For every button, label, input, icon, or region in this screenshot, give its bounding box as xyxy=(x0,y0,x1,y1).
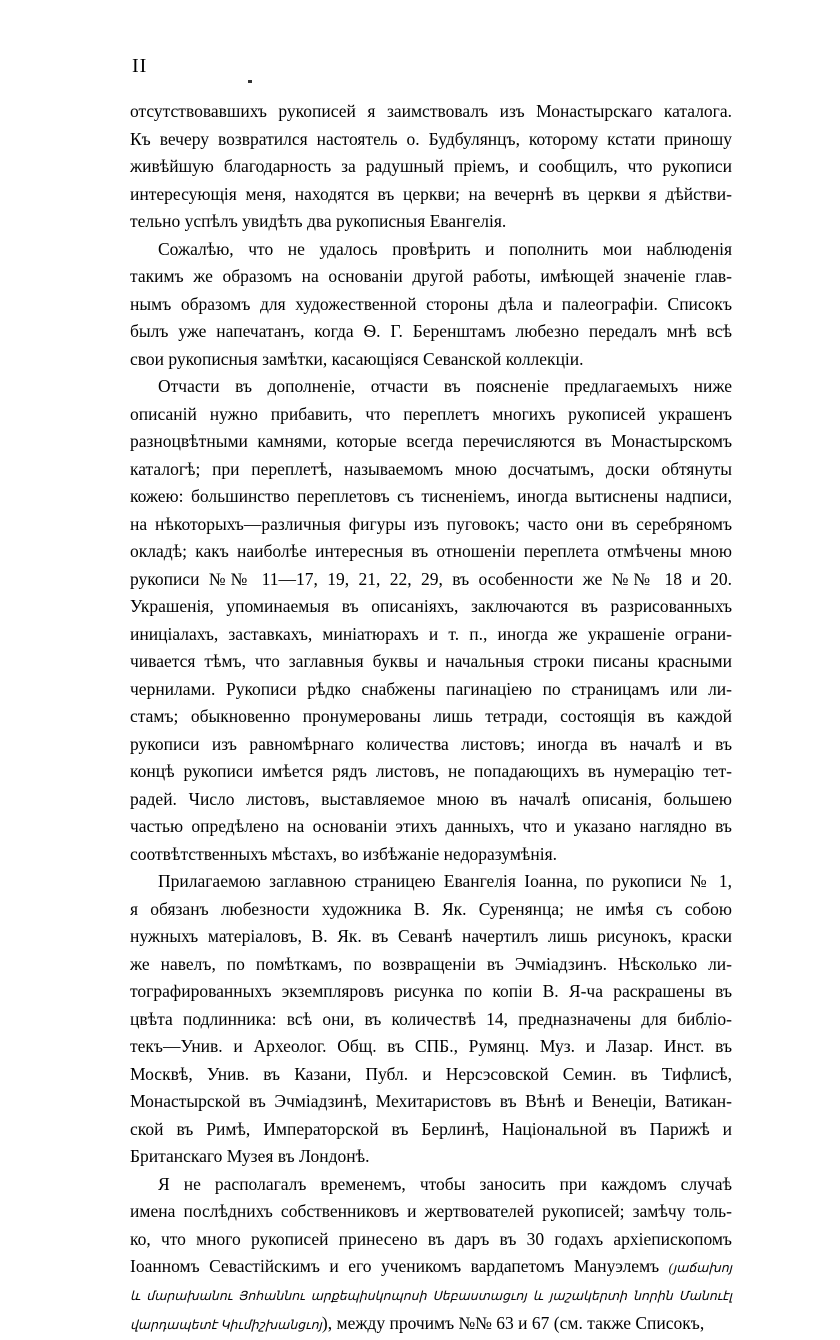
text-line: ской въ Римѣ, Императорской въ Берлинѣ, Національной въ Парижѣ и xyxy=(130,1118,732,1139)
text-line: Отчасти въ дополненіе, отчасти въ поясненіе предлагаемыхъ ниже xyxy=(158,376,732,396)
body-text xyxy=(130,98,732,1340)
text-line-with-armenian xyxy=(130,1253,732,1283)
text-line: Москвѣ, Унив. въ Казани, Публ. и Нерсэсовской Семин. въ Тифлисѣ, xyxy=(130,1063,732,1084)
text-line: Сожалѣю, что не удалось провѣрить и пополнить мои наблюденія xyxy=(158,238,732,259)
text-line: Монастырской въ Эчміадзинѣ, Мехитаристовъ въ Вѣнѣ и Венеціи, Ватикан- xyxy=(130,1091,732,1111)
text-line: цвѣта подлинника: всѣ они, въ количествѣ 14, предназначены для библіо- xyxy=(130,1008,732,1029)
text-line: Британскаго Музея въ Лондонѣ. xyxy=(130,1146,370,1166)
text-line-with-armenian xyxy=(130,1310,732,1340)
page-number: II xyxy=(132,55,148,77)
text-line: интересующія меня, находятся въ церкви; на вечернѣ въ церкви я дѣйстви- xyxy=(130,183,732,204)
text-segment: ), между прочимъ №№ 63 и 67 (см. также Списокъ, xyxy=(321,1313,705,1333)
text-line: иницiалахъ, заставкахъ, миніатюрахъ и т. п., иногда же украшеніе ограни- xyxy=(130,623,732,644)
text-line: такимъ же образомъ на основаніи другой работы, имѣющей значеніе глав- xyxy=(130,266,732,286)
text-line: тельно успѣлъ увидѣть два рукописныя Евангелія. xyxy=(130,211,507,231)
text-line: нужныхъ матеріаловъ, В. Як. въ Севанѣ начертилъ лишь рисунокъ, краски xyxy=(130,926,732,946)
text-line: былъ уже напечатанъ, когда Ѳ. Г. Беренштамъ любезно передалъ мнѣ всѣ xyxy=(130,321,732,341)
armenian-quote: վարդապետէ Կիւմիշխանցւոյ xyxy=(130,1318,322,1332)
text-line: кожею: большинство переплетовъ съ тисненіемъ, иногда вытиснены надписи, xyxy=(130,486,732,506)
ink-speck xyxy=(248,80,252,83)
text-line: чернилами. Рукописи рѣдко снабжены пагинаціею по страницамъ или ли- xyxy=(130,678,732,699)
text-line: радей. Число листовъ, выставляемое мною въ началѣ описанія, большею xyxy=(130,788,732,809)
paragraph-4 xyxy=(130,868,732,1171)
text-line: Прилагаемою заглавною страницею Евангелія Іоанна, по рукописи № 1, xyxy=(158,871,732,891)
text-line: чивается тѣмъ, что заглавныя буквы и начальныя строки писаны красными xyxy=(130,651,732,671)
paragraph-3 xyxy=(130,373,732,868)
text-line: тографированныхъ экземпляровъ рисунка по копіи В. Я-ча раскрашены въ xyxy=(130,981,732,1001)
paragraph-5 xyxy=(130,1171,732,1340)
text-line: частью опредѣлено на основаніи этихъ данныхъ, что и указано наглядно въ xyxy=(130,816,732,836)
text-line: я обязанъ любезности художника В. Як. Суренянца; не имѣя съ собою xyxy=(130,898,732,919)
text-line: соотвѣтственныхъ мѣстахъ, во избѣжаніе недоразумѣнія. xyxy=(130,843,558,864)
text-line: рукописи изъ равномѣрнаго количества листовъ; иногда въ началѣ и въ xyxy=(130,733,732,754)
text-line: разноцвѣтными камнями, которые всегда перечисляются въ Монастырскомъ xyxy=(130,431,732,451)
text-line: на нѣкоторыхъ—различныя фигуры изъ пуговокъ; часто они въ серебряномъ xyxy=(130,513,732,534)
paragraph-1 xyxy=(130,98,732,236)
text-line: нымъ образомъ для художественной стороны дѣла и палеографіи. Списокъ xyxy=(130,293,732,314)
text-line: концѣ рукописи имѣется рядъ листовъ, не попадающихъ въ нумерацію тет- xyxy=(130,761,732,781)
text-line: имена послѣднихъ собственниковъ и жертвователей рукописей; замѣчу толь- xyxy=(130,1201,732,1221)
text-line: текъ—Унив. и Археолог. Общ. въ СПБ., Румянц. Муз. и Лазар. Инст. въ xyxy=(130,1036,732,1056)
text-line: стамъ; обыкновенно пронумерованы лишь тетради, состоящія въ каждой xyxy=(130,706,732,726)
text-line: ко, что много рукописей принесено въ даръ въ 30 годахъ архіепископомъ xyxy=(130,1228,732,1249)
paragraph-2 xyxy=(130,236,732,374)
text-line: свои рукописныя замѣтки, касающіяся Севанской коллекціи. xyxy=(130,348,584,369)
armenian-quote-line: և մարախանու Յոհաննու արքեպիսկոպոսի Սեբաստացւոյ և յաշակերտի նորին Մանուէլ xyxy=(130,1288,732,1303)
text-line: же навелъ, по помѣткамъ, по возвращеніи въ Эчміадзинъ. Нѣсколько ли- xyxy=(130,953,732,974)
text-line: Украшенія, упоминаемыя въ описаніяхъ, заключаются въ разрисованныхъ xyxy=(130,596,732,616)
text-line: Я не располагалъ временемъ, чтобы заносить при каждомъ случаѣ xyxy=(158,1173,732,1194)
text-line: Къ вечеру возвратился настоятель о. Будбулянцъ, которому кстати приношу xyxy=(130,128,732,149)
text-line: каталогѣ; при переплетѣ, называемомъ мною досчатымъ, доски обтянуты xyxy=(130,458,732,479)
armenian-quote: (յաճախոյ xyxy=(668,1261,733,1275)
text-line: рукописи №№ 11—17, 19, 21, 22, 29, въ особенности же №№ 18 и 20. xyxy=(130,568,732,589)
text-line: живѣйшую благодарность за радушный пріемъ, и сообщилъ, что рукописи xyxy=(130,156,732,176)
text-segment: Іоанномъ Севастійскимъ и его ученикомъ вардапетомъ Мануэлемъ xyxy=(130,1256,660,1276)
text-line: отсутствовавшихъ рукописей я заимствовалъ изъ Монастырскаго каталога. xyxy=(130,101,732,121)
text-line: окладѣ; какъ наиболѣе интересныя въ отношеніи переплета отмѣчены мною xyxy=(130,541,732,561)
text-line: описаній нужно прибавить, что переплетъ многихъ рукописей украшенъ xyxy=(130,403,732,424)
